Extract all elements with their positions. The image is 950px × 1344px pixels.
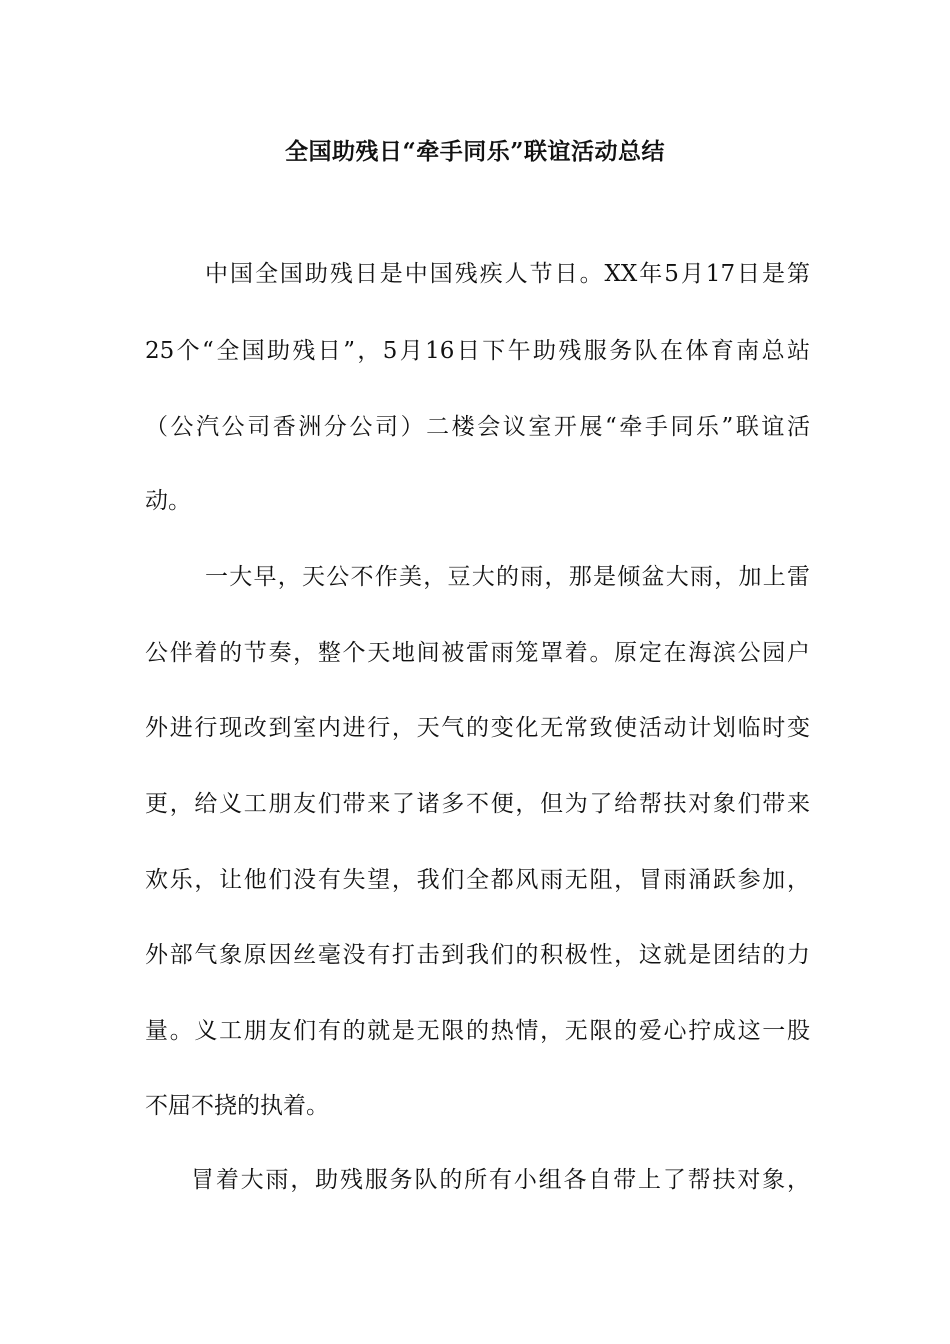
paragraph-2-line-4: 更，给义工朋友们带来了诸多不便，但为了给帮扶对象们带来 xyxy=(145,791,810,817)
paragraph-2-line-1: 一大早，天公不作美，豆大的雨，那是倾盆大雨，加上雷 xyxy=(205,564,810,590)
paragraph-2-line-6: 外部气象原因丝毫没有打击到我们的积极性，这就是团结的力 xyxy=(145,942,810,968)
paragraph-1-line-3: （公汽公司香洲分公司）二楼会议室开展“牵手同乐”联谊活 xyxy=(145,414,810,440)
paragraph-1-line-1: 中国全国助残日是中国残疾人节日。XX年5月17日是第 xyxy=(205,261,810,287)
paragraph-1-line-2: 25个“全国助残日”，5月16日下午助残服务队在体育南总站 xyxy=(145,338,810,364)
paragraph-2-line-7: 量。义工朋友们有的就是无限的热情，无限的爱心拧成这一股 xyxy=(145,1018,810,1044)
paragraph-3-line-1: 冒着大雨，助残服务队的所有小组各自带上了帮扶对象， xyxy=(191,1167,810,1193)
paragraph-2-line-8: 不屈不挠的执着。 xyxy=(145,1093,329,1119)
paragraph-2-line-3: 外进行现改到室内进行，天气的变化无常致使活动计划临时变 xyxy=(145,715,810,741)
document-title: 全国助残日“牵手同乐”联谊活动总结 xyxy=(285,138,665,165)
paragraph-1-line-4: 动。 xyxy=(145,488,191,514)
paragraph-2-line-5: 欢乐，让他们没有失望，我们全都风雨无阻，冒雨涌跃参加， xyxy=(145,867,810,893)
paragraph-2-line-2: 公伴着的节奏，整个天地间被雷雨笼罩着。原定在海滨公园户 xyxy=(145,640,810,666)
